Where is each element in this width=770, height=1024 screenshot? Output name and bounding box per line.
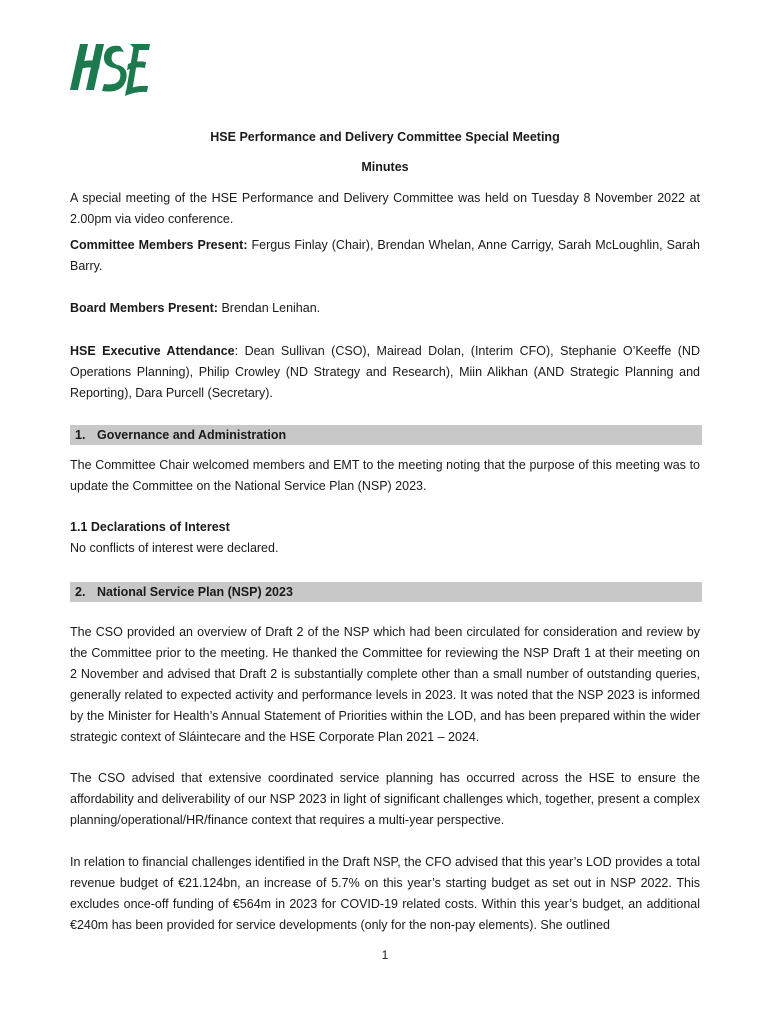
section-2-title: National Service Plan (NSP) 2023 (97, 585, 293, 599)
board-members-paragraph (70, 298, 700, 319)
executive-attendance-text: : Dean Sullivan (CSO), Mairead Dolan, (Interim CFO), Stephanie O’Keeffe (ND Operations Planning), Philip Crowley (ND Strategy and Research), Miin Alikhan (AND Strategic Planning and Reporting), Dara Purcell (Secretary). (70, 344, 700, 400)
section-1-body: The Committee Chair welcomed members and EMT to the meeting noting that the purpose of this meeting was to update the Committee on the National Service Plan (NSP) 2023. (70, 458, 700, 493)
section-1-heading (70, 425, 702, 445)
hse-logo (70, 38, 150, 96)
section-2-paragraph-2: The CSO advised that extensive coordinated service planning has occurred across the HSE to ensure the affordability and deliverability of our NSP 2023 in light of significant challenges which, together, present a complex planning/operational/HR/finance context that requires a multi-year perspective. (70, 771, 700, 827)
executive-attendance-paragraph (70, 341, 700, 404)
declarations-body: No conflicts of interest were declared. (70, 541, 279, 555)
board-members-text: Brendan Lenihan. (217, 301, 321, 315)
section-2-heading (70, 582, 702, 602)
declarations-heading (70, 517, 700, 538)
committee-members-paragraph (70, 235, 700, 277)
section-1-title: Governance and Administration (97, 428, 287, 442)
page-number: 1 (381, 948, 389, 962)
declarations-heading-text: 1.1 Declarations of Interest (70, 520, 230, 534)
board-members-label: Board Members Present: (70, 301, 218, 315)
committee-members-label: Committee Members Present: (70, 238, 248, 252)
section-1-number: 1. (75, 428, 86, 442)
document-title: HSE Performance and Delivery Committee Special Meeting (210, 130, 560, 144)
section-2-number: 2. (75, 585, 86, 599)
executive-attendance-label: HSE Executive Attendance (70, 344, 235, 358)
document-subtitle: Minutes (361, 160, 409, 174)
section-2-paragraph-3: In relation to financial challenges identified in the Draft NSP, the CFO advised that this year’s LOD provides a total revenue budget of €21.124bn, an increase of 5.7% on this year’s starting budget as set out in NSP 2022. This excludes once-off funding of €564m in 2023 for COVID-19 related costs. Within this year’s budget, an additional €240m has been provided for service developments (only for the non-pay elements). She outlined (70, 855, 700, 932)
intro-paragraph: A special meeting of the HSE Performance and Delivery Committee was held on Tuesday 8 November 2022 at 2.00pm via video conference. (70, 191, 700, 226)
section-2-paragraph-1: The CSO provided an overview of Draft 2 of the NSP which had been circulated for consideration and review by the Committee prior to the meeting. He thanked the Committee for reviewing the NSP Draft 1 at their meeting on 2 November and advised that Draft 2 is substantially complete other than a small number of outstanding queries, generally related to expected activity and performance levels in 2023. It was noted that the NSP 2023 is informed by the Minister for Health’s Annual Statement of Priorities within the LOD, and has been prepared within the wider strategic context of Sláintecare and the HSE Corporate Plan 2021 – 2024. (70, 625, 700, 744)
committee-members-text: Fergus Finlay (Chair), Brendan Whelan, Anne Carrigy, Sarah McLoughlin, Sarah Barry. (70, 238, 700, 273)
